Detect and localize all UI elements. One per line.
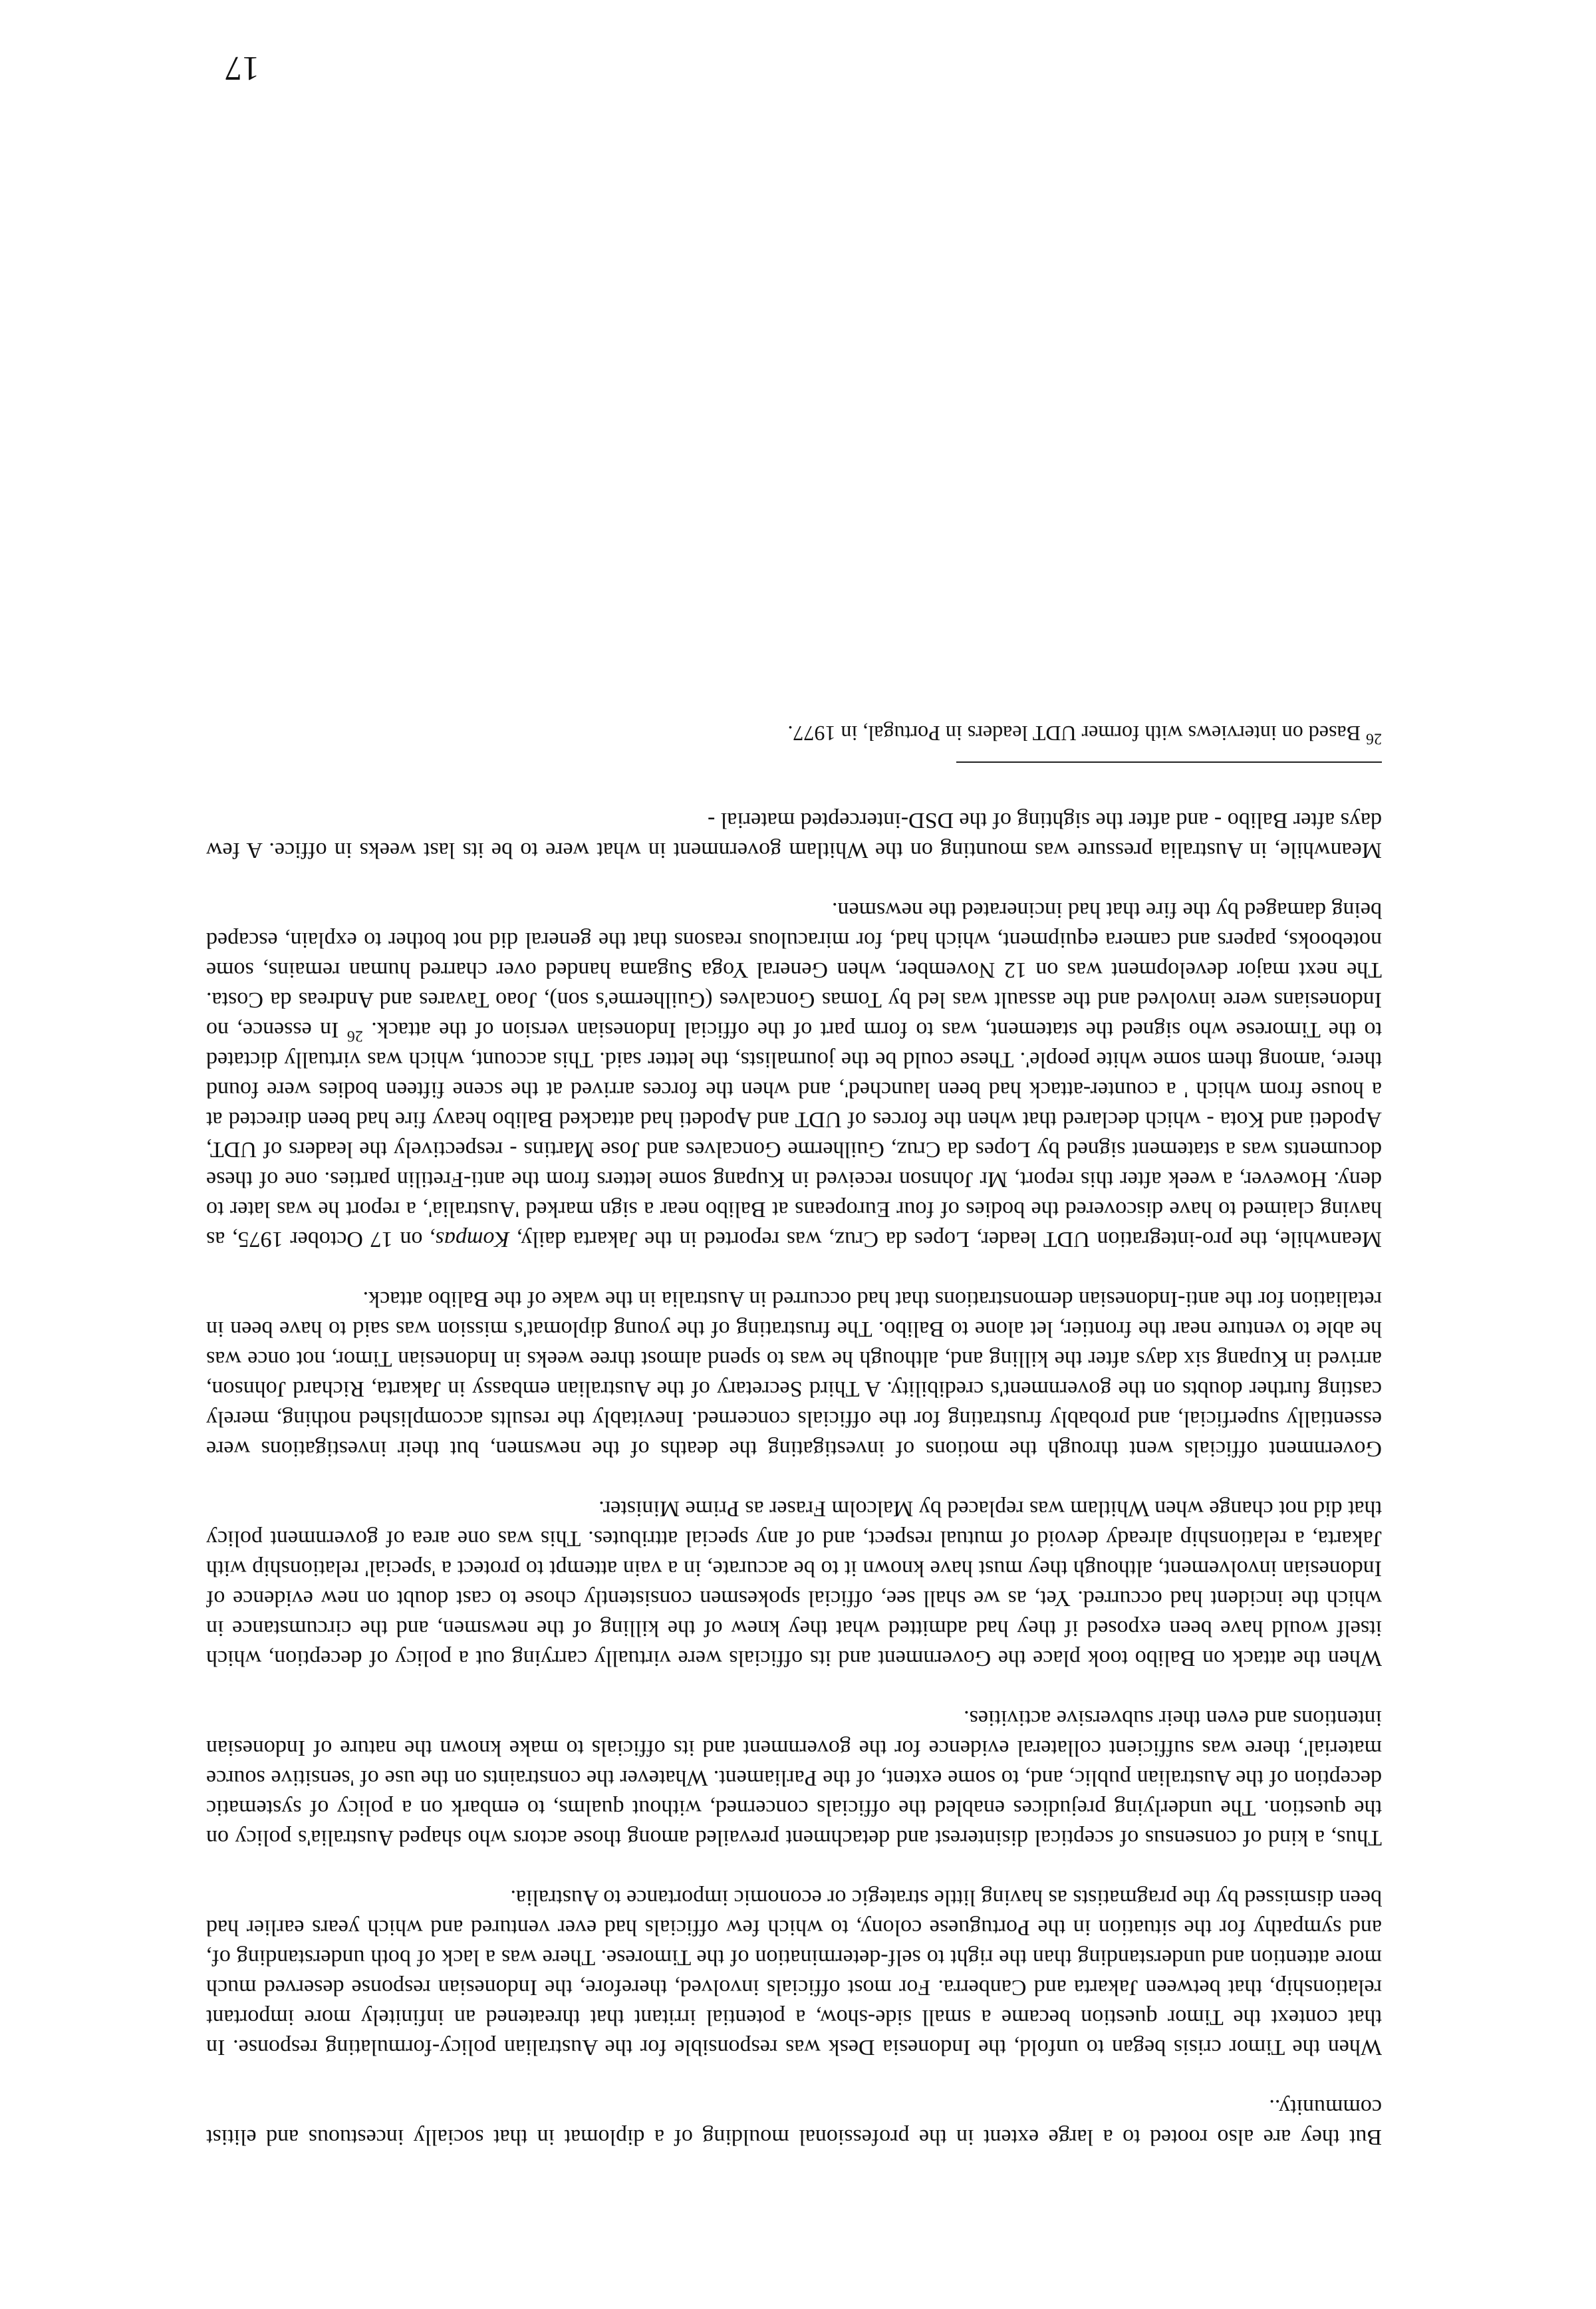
footnote-text: Based on interviews with former UDT leaders in Portugal, in 1977. [787,722,1366,746]
paragraph: But they are also rooted to a large extent in the professional moulding of a diplomat in that socially incestuous and elitist community.. [206,2095,1382,2149]
paragraph: Thus, a kind of consensus of sceptical disinterest and detachment prevailed among those actors who shaped Australia's policy on the question. The underlying prejudices enabled the officials concerned, without qualms, to embark on a policy of systematic deception of the Australian public, and, to some extent, of the Parliament. Whatever the constraints on the use of 'sensitive source material', there was sufficient collateral evidence for the government and its officials to make known the nature of Indonesian intentions and even their subversive activities. [206,1706,1382,1850]
paragraph-text: In essence, no Indonesians were involved and the assault was led by Tomas Goncalves (Guilherme's son), Joao Tavares and Andreas da Costa. The next major development was on 12 November, when General Yoga Sugama handed over charred human remains, some notebooks, papers and camera equipment, which had, for miraculous reasons that the general did not bother to explain, escaped being damaged by the fire that had incinerated the newsmen. [206,898,1382,1042]
paragraph: Meanwhile, in Australia pressure was mounting on the Whitlam government in what were to be its last weeks in office. A few days after Balibo - and after the sighting of the DSD-intercepted material - [206,808,1382,863]
footnote [206,720,1382,747]
page-body [206,720,1382,2152]
paragraph: When the Timor crisis began to unfold, the Indonesia Desk was responsible for the Australian policy-formulating response. In that context the Timor question became a small side-show, a potential irritant that threatened an infinitely more important relationship, that between Jakarta and Canberra. For most officials involved, therefore, the Indonesian response deserved much more attention and understanding than the right to self-determination of the Timorese. There was a lack of both understanding of, and sympathy for the situation in the Portuguese colony, to which few officials had ever ventured and which years earlier had been dismissed by the pragmatists as having little strategic or economic importance to Australia. [206,1885,1382,2060]
page-number: 17 [225,49,259,87]
paragraph: When the attack on Balibo took place the Government and its officials were virtually carrying out a policy of deception, which itself would have been exposed if they had admitted what they knew of the killing of the newsmen, and the circumstance in which the incident had occurred. Yet, as we shall see, official spokesmen consistently chose to cast doubt on new evidence of Indonesian involvement, although they must have known it to be accurate, in a vain attempt to protect a 'special' relationship with Jakarta, a relationship already devoid of mutual respect, and of any special attributes. This was one area of government policy that did not change when Whitlam was replaced by Malcolm Fraser as Prime Minister. [206,1496,1382,1671]
footnote-marker: 26 [1366,730,1382,747]
footnote-divider [956,761,1382,763]
paragraph-text: Meanwhile, the pro-integration UDT leader, Lopes da Cruz, was reported in the Jakarta daily, [509,1227,1382,1252]
paragraph [206,895,1382,1254]
newspaper-title: Kompas [435,1227,510,1252]
footnote-reference: 26 [346,1027,363,1045]
paragraph: Government officials went through the motions of investigating the deaths of the newsmen, but their investigations were essentially superficial, and probably frustrating for the officials concerned. Inevitably the results accomplished nothing, merely casting further doubts on the government's credibility. A Third Secretary of the Australian embassy in Jakarta, Richard Johnson, arrived in Kupang six days after the killing and, although he was to spend almost three weeks in Indonesian Timor, not once was he able to venture near the frontier, let alone to Balibo. The frustrating of the young diplomat's mission was said to have been in retaliation for the anti-Indonesian demonstrations that had occurred in Australia in the wake of the Balibo attack. [206,1287,1382,1461]
paragraph-text: , on 17 October 1975, as having claimed to have discovered the bodies of four Europeans at Balibo near a sign marked 'Australia', a report he was later to deny. However, a week after this report, Mr Johnson received in Kupang some letters from the anti-Fretilin parties. one of these documents was a statement signed by Lopes da Cruz, Guilherme Goncalves and Jose Martins - respectively the leaders of UDT, Apodeti and Kota - which declared that when the forces of UDT and Apodeti had attacked Balibo heavy fire had been directed at a house from which ' a counter-attack had been launched', and when the forces arrived at the scene fifteen bodies were found there, 'among them some white people'. These could be the journalists, the letter said. This account, which was virtually dictated to the Timorese who signed the statement, was to form part of the official Indonesian version of the attack. [206,1018,1382,1252]
